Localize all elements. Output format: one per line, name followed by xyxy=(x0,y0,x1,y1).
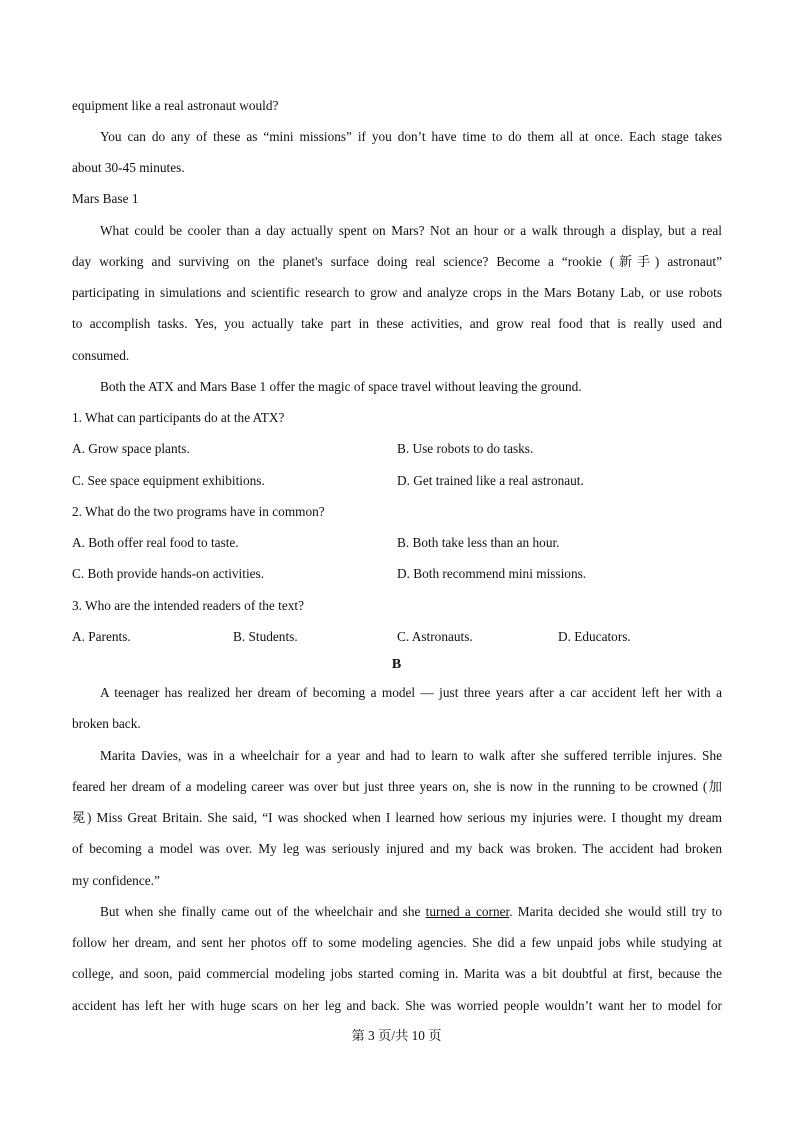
option-b: B. Both take less than an hour. xyxy=(397,535,560,550)
option-a: A. Both offer real food to taste. xyxy=(72,535,239,550)
page-number: 第 3 页/共 10 页 xyxy=(351,1028,442,1043)
passage-line: participating in simulations and scientific research to grow and analyze crops in the Mars Botany Lab, or use robots xyxy=(72,285,722,300)
section-b-title: B xyxy=(391,657,402,672)
option-a: A. Grow space plants. xyxy=(72,441,190,456)
passage-line: day working and surviving on the planet's surface doing real science? Become a “rookie (新手) astronaut” xyxy=(72,254,722,269)
passage-line: You can do any of these as “mini missions” if you don’t have time to do them all at once. Each stage takes xyxy=(100,129,722,144)
passage-line: to accomplish tasks. Yes, you actually take part in these activities, and grow real food that is really used and xyxy=(72,316,722,331)
text-run: . Marita decided she would still try to xyxy=(509,904,722,919)
passage-line: equipment like a real astronaut would? xyxy=(72,98,279,113)
passage-line: What could be cooler than a day actually spent on Mars? Not an hour or a walk through a display, but a real xyxy=(100,223,722,238)
option-c: C. Both provide hands-on activities. xyxy=(72,566,265,581)
question-stem: 2. What do the two programs have in common? xyxy=(72,504,325,519)
passage-line: college, and soon, paid commercial modeling jobs started coming in. Marita was a bit doubtful at first, because the xyxy=(72,966,722,981)
passage-line: my confidence.” xyxy=(72,873,160,888)
question-stem: 3. Who are the intended readers of the text? xyxy=(72,598,304,613)
option-d: D. Both recommend mini missions. xyxy=(397,566,587,581)
passage-line: consumed. xyxy=(72,348,130,363)
passage-line: follow her dream, and sent her photos off to some modeling agencies. She did a few unpaid jobs while studying at xyxy=(72,935,722,950)
section-heading: Mars Base 1 xyxy=(72,191,139,206)
option-d: D. Get trained like a real astronaut. xyxy=(397,473,584,488)
question-stem: 1. What can participants do at the ATX? xyxy=(72,410,285,425)
option-b: B. Use robots to do tasks. xyxy=(397,441,534,456)
passage-line: broken back. xyxy=(72,716,141,731)
option-a: A. Parents. xyxy=(72,629,131,644)
passage-line: about 30-45 minutes. xyxy=(72,160,185,175)
option-c: C. See space equipment exhibitions. xyxy=(72,473,265,488)
passage-line: of becoming a model was over. My leg was seriously injured and my back was broken. The accident had broken xyxy=(72,841,722,856)
passage-line: Marita Davies, was in a wheelchair for a year and had to learn to walk after she suffered terrible injures. She xyxy=(100,748,722,763)
passage-line: feared her dream of a modeling career was over but just three years on, she is now in the running to be crowned (加 xyxy=(72,779,722,794)
passage-line: A teenager has realized her dream of becoming a model — just three years after a car accident left her with a xyxy=(100,685,722,700)
passage-line: accident has left her with huge scars on her leg and back. She was worried people wouldn’t want her to model for xyxy=(72,998,722,1013)
text-run: But when she finally came out of the wheelchair and she xyxy=(100,904,426,919)
option-d: D. Educators. xyxy=(558,629,631,644)
option-b: B. Students. xyxy=(233,629,298,644)
underlined-phrase: turned a corner xyxy=(425,904,510,919)
option-c: C. Astronauts. xyxy=(397,629,473,644)
passage-line: Both the ATX and Mars Base 1 offer the magic of space travel without leaving the ground. xyxy=(100,379,582,394)
passage-line: 冕) Miss Great Britain. She said, “I was shocked when I learned how serious my injuries were. I thought my dream xyxy=(72,810,722,825)
passage-line xyxy=(100,904,722,920)
